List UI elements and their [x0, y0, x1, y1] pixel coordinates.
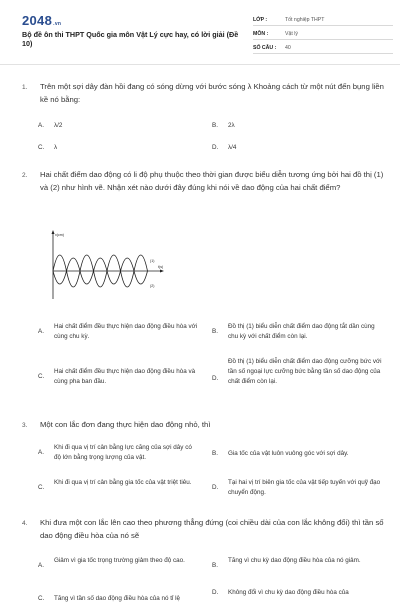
question-stem: Một con lắc đơn đang thực hiện dao động nhỏ, thì: [40, 420, 211, 429]
question-number: 3.: [22, 422, 28, 429]
meta-key: MÔN :: [253, 31, 269, 37]
question-stem: Khi đưa một con lắc lên cao theo phương thẳng đứng (coi chiều dài của con lắc không đổi) thì tần số dao động điều hòa của nó sẽ: [40, 518, 384, 540]
curve-2-label: (2): [150, 284, 155, 288]
site-logo[interactable]: 2048.vn: [22, 13, 62, 28]
meta-row-class: [253, 15, 393, 26]
meta-value: Vật lý: [285, 31, 298, 37]
question-number: 1.: [22, 84, 28, 91]
question-stem: Trên một sợi dây đàn hồi đang có sóng dừng với bước sóng λ Khoảng cách từ một nút đến bụng liền kề nó bằng:: [40, 82, 384, 104]
question-number: 4.: [22, 520, 28, 527]
question-number: 2.: [22, 172, 28, 179]
document-title: Bộ đề ôn thi THPT Quốc gia môn Vật Lý cực hay, có lời giải (Đề 10): [22, 30, 239, 48]
page-header: [0, 0, 400, 62]
meta-box: [253, 15, 393, 57]
meta-value: Tốt nghiệp THPT: [285, 17, 325, 23]
meta-key: SỐ CÂU :: [253, 45, 277, 51]
x-axis-arrow: [160, 270, 164, 273]
question-stem: Hai chất điểm dao động có li độ phụ thuộc theo thời gian được biểu diễn tương ứng bởi hai đồ thị (1) và (2) như hình vẽ. Nhận xét nào dưới đây đúng khi nói về dao động của hai chất điểm?: [40, 170, 384, 192]
x-axis-label: t(s): [158, 265, 164, 269]
meta-key: LỚP :: [253, 17, 268, 23]
oscillation-graph: [45, 229, 165, 304]
curve-1-label: (1): [150, 259, 155, 263]
y-axis-label: x(cm): [55, 233, 64, 237]
header-divider: [0, 64, 400, 65]
meta-row-count: [253, 43, 393, 54]
meta-value: 40: [285, 45, 291, 51]
meta-row-subject: [253, 29, 393, 40]
